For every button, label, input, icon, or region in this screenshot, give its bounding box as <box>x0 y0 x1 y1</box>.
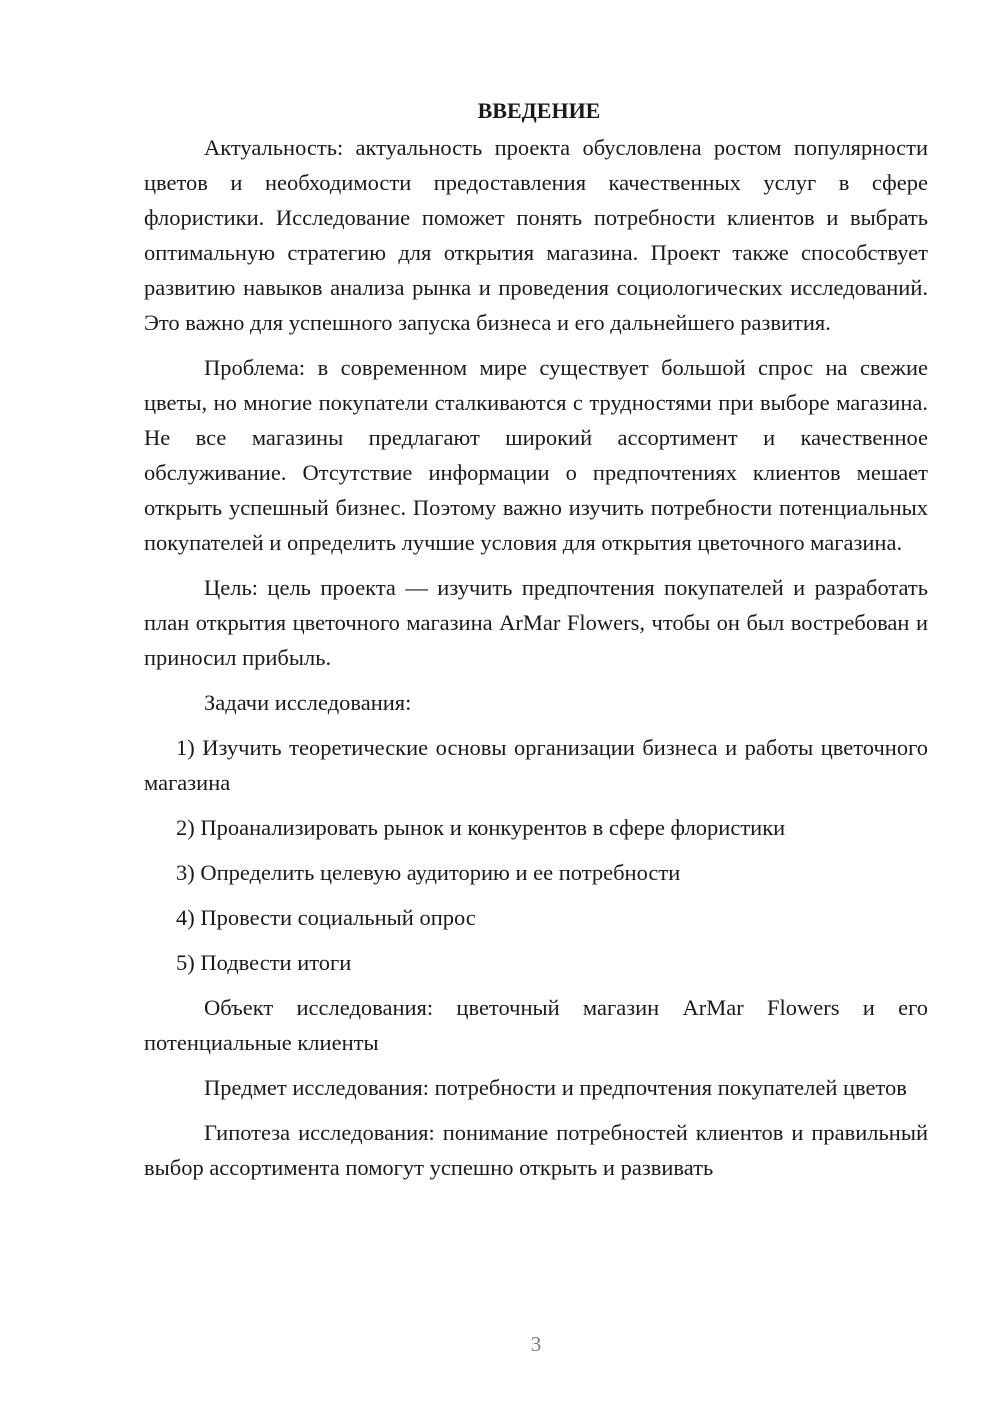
tasks-heading: Задачи исследования: <box>204 690 412 715</box>
hypothesis-paragraph: Гипотеза исследования: понимание потребностей клиентов и правильный выбор ассортимента помогут успешно открыть и развивать <box>144 1120 928 1180</box>
subject-paragraph: Предмет исследования: потребности и предпочтения покупателей цветов <box>204 1075 907 1100</box>
task-item: 1) Изучить теоретические основы организации бизнеса и работы цветочного магазина <box>144 735 928 795</box>
task-item: 4) Провести социальный опрос <box>176 905 476 930</box>
relevance-paragraph: Актуальность: актуальность проекта обусловлена ростом популярности цветов и необходимости предоставления качественных услуг в сфере флористики. Исследование поможет понять потребности клиентов и выбрать оптимальную стратегию для открытия магазина. Проект также способствует развитию навыков анализа рынка и проведения социологических исследований. Это важно для успешного запуска бизнеса и его дальнейшего развития. <box>144 135 928 335</box>
task-item: 5) Подвести итоги <box>176 950 352 975</box>
page-title: ВВЕДЕНИЕ <box>477 98 601 123</box>
problem-paragraph: Проблема: в современном мире существует большой спрос на свежие цветы, но многие покупатели сталкиваются с трудностями при выборе магазина. Не все магазины предлагают широкий ассортимент и качественное обслуживание. Отсутствие информации о предпочтениях клиентов мешает открыть успешный бизнес. Поэтому важно изучить потребности потенциальных покупателей и определить лучшие условия для открытия цветочного магазина. <box>144 355 928 555</box>
task-item: 3) Определить целевую аудиторию и ее потребности <box>176 860 681 885</box>
task-item: 2) Проанализировать рынок и конкурентов в сфере флористики <box>176 815 786 840</box>
page-number: 3 <box>530 1332 542 1356</box>
goal-paragraph: Цель: цель проекта — изучить предпочтения покупателей и разработать план открытия цветочного магазина ArMar Flowers, чтобы он был востребован и приносил прибыль. <box>144 575 928 670</box>
object-paragraph: Объект исследования: цветочный магазин ArMar Flowers и его потенциальные клиенты <box>144 995 928 1055</box>
page-body <box>144 93 928 1185</box>
